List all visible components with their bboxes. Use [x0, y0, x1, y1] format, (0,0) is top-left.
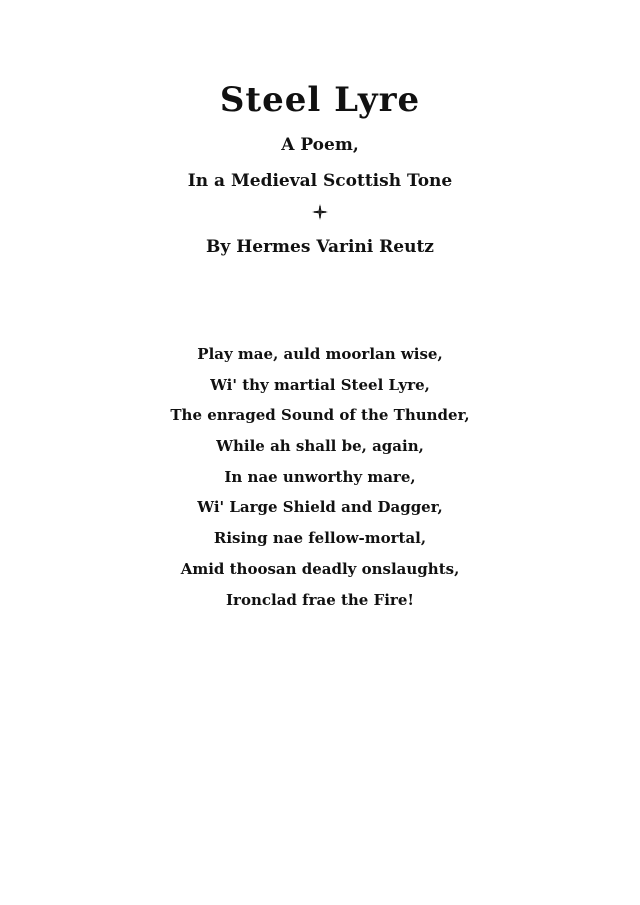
- poem-line: Ironclad frae the Fire!: [226, 590, 414, 609]
- subtitle-line-2: In a Medieval Scottish Tone: [187, 171, 453, 191]
- author-byline: By Hermes Varini Reutz: [206, 237, 434, 257]
- poem-line: Wi' Large Shield and Dagger,: [197, 498, 443, 517]
- poem-line: Amid thoosan deadly onslaughts,: [180, 559, 460, 578]
- poem-title: Steel Lyre: [219, 80, 421, 120]
- poem-line: Rising nae fellow-mortal,: [213, 529, 427, 548]
- ornament: [0, 200, 640, 222]
- poem-line: In nae unworthy mare,: [224, 467, 416, 486]
- poem-stanza: [0, 339, 640, 615]
- subtitle-line-1: A Poem,: [281, 135, 359, 155]
- poem-line: While ah shall be, again,: [216, 437, 424, 456]
- poem-line: Play mae, auld moorlan wise,: [197, 345, 443, 363]
- poem-line: Wi' thy martial Steel Lyre,: [210, 375, 430, 394]
- poem-line: The enraged Sound of the Thunder,: [170, 406, 470, 425]
- cross-pattee-icon: [312, 201, 328, 220]
